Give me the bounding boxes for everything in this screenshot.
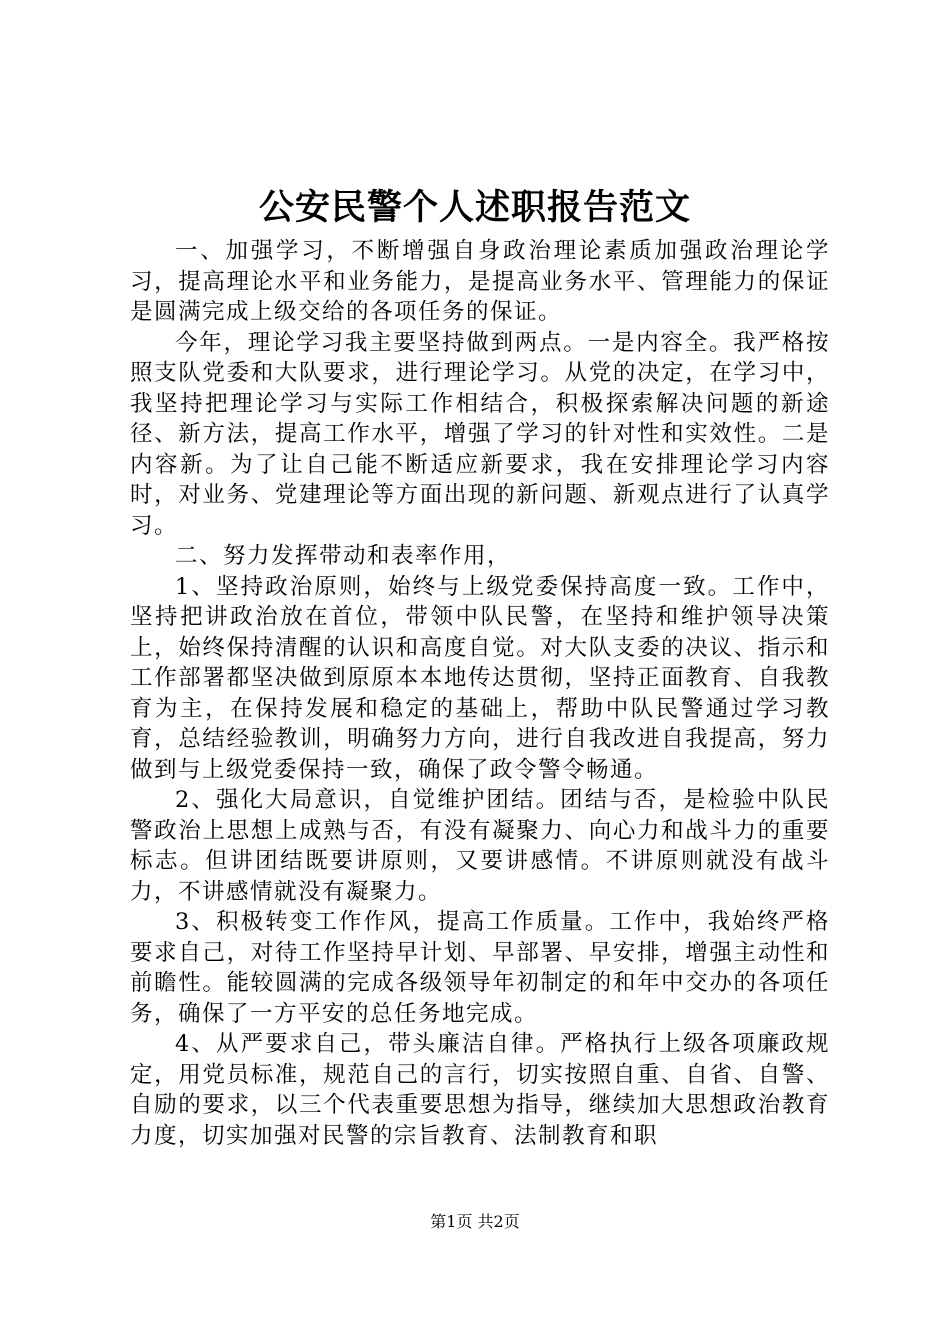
paragraph-item-2: 2、强化大局意识，自觉维护团结。团结与否，是检验中队民警政治上思想上成熟与否，有没有凝聚力、向心力和战斗力的重要标志。但讲团结既要讲原则，又要讲感情。不讲原则就没有战斗力，不讲感情就没有凝聚力。 [130, 787, 830, 905]
paragraph-theory-learning: 今年，理论学习我主要坚持做到两点。一是内容全。我严格按照支队党委和大队要求，进行理论学习。从党的决定，在学习中，我坚持把理论学习与实际工作相结合，积极探索解决问题的新途径、新方法，提高工作水平，增强了学习的针对性和实效性。二是内容新。为了让自己能不断适应新要求，我在安排理论学习内容时，对业务、党建理论等方面出现的新问题、新观点进行了认真学习。 [130, 329, 830, 539]
paragraph-item-3: 3、积极转变工作作风，提高工作质量。工作中，我始终严格要求自己，对待工作坚持早计划、早部署、早安排，增强主动性和前瞻性。能较圆满的完成各级领导年初制定的和年中交办的各项任务，确保了一方平安的总任务地完成。 [130, 909, 830, 1027]
paragraph-study: 一、加强学习，不断增强自身政治理论素质加强政治理论学习，提高理论水平和业务能力，是提高业务水平、管理能力的保证是圆满完成上级交给的各项任务的保证。 [130, 238, 830, 325]
document-title: 公安民警个人述职报告范文 [258, 187, 691, 228]
paragraph-item-4: 4、从严要求自己，带头廉洁自律。严格执行上级各项廉政规定，用党员标准，规范自己的言行，切实按照自重、自省、自警、自励的要求，以三个代表重要思想为指导，继续加大思想政治教育力度，切实加强对民警的宗旨教育、法制教育和职 [130, 1031, 830, 1149]
paragraph-item-1: 1、坚持政治原则，始终与上级党委保持高度一致。工作中，坚持把讲政治放在首位，带领中队民警，在坚持和维护领导决策上，始终保持清醒的认识和高度自觉。对大队支委的决议、指示和工作部署都坚决做到原原本本地传达贯彻，坚持正面教育、自我教育为主，在保持发展和稳定的基础上，帮助中队民警通过学习教育，总结经验教训，明确努力方向，进行自我改进自我提高，努力做到与上级党委保持一致，确保了政令警令畅通。 [130, 573, 830, 783]
page-number-footer: 第1页 共2页 [430, 1212, 520, 1231]
document-body [130, 236, 830, 1151]
paragraph-section-two-heading: 二、努力发挥带动和表率作用， [175, 543, 512, 569]
